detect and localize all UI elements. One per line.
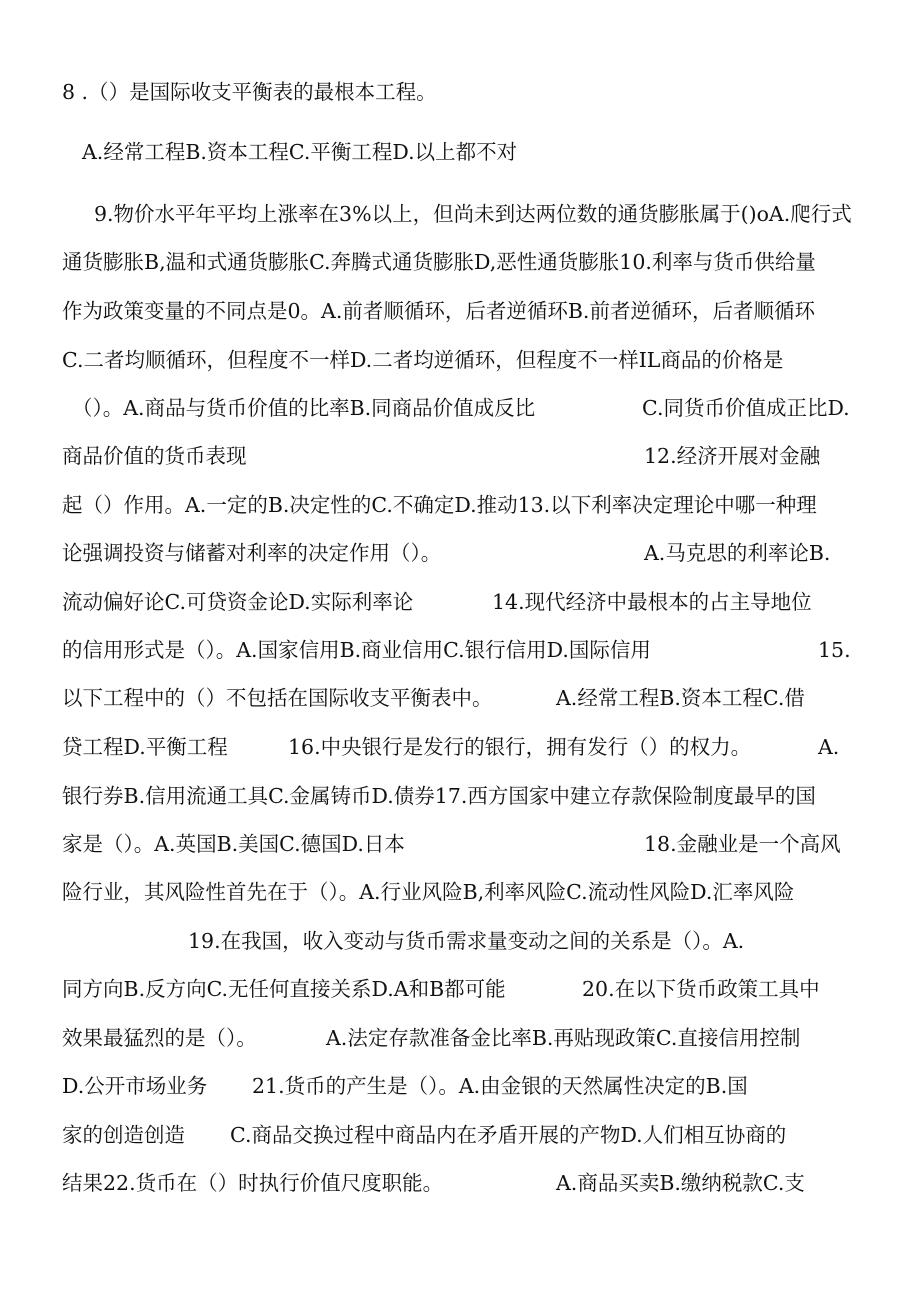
question-22-stem: 结果22.货币在（）时执行价值尺度职能。: [62, 1171, 444, 1195]
question-21-stem: 21.货币的产生是（）。A.由金银的天然属性决定的B.国: [252, 1074, 748, 1098]
question-13-option-a: A.马克思的利率论B.: [644, 541, 831, 565]
question-15-options: A.经常工程B.资本工程C.借: [556, 686, 805, 710]
question-16-stem: 16.中央银行是发行的银行，拥有发行（）的权力。: [288, 735, 752, 759]
question-19-stem: 19.在我国，收入变动与货币需求量变动之间的关系是（）。A.: [188, 929, 745, 953]
question-15-options-end: 贷工程D.平衡工程: [62, 735, 228, 759]
text-line: [62, 388, 880, 428]
question-8-options: A.经常工程B.资本工程C.平衡工程D.以上都不对: [82, 140, 518, 164]
question-11-option-d: 商品价值的货币表现: [62, 444, 247, 468]
question-14-options: 的信用形式是（）。A.国家信用B.商业信用C.银行信用D.国际信用: [62, 638, 651, 662]
question-13-stem: 论强调投资与储蓄对利率的决定作用（）。: [62, 541, 442, 565]
text-line: [62, 776, 880, 816]
text-line: [62, 436, 880, 476]
text-line: [62, 921, 880, 961]
question-18-stem: 18.金融业是一个高风: [644, 832, 841, 856]
question-15-number: 15.: [818, 638, 851, 662]
question-20-stem-b: 效果最猛烈的是（）。: [62, 1026, 257, 1050]
question-22-options: A.商品买卖B.缴纳税款C.支: [556, 1171, 805, 1195]
question-15-stem: 以下工程中的（）不包括在国际收支平衡表中。: [62, 686, 493, 710]
text-line: [62, 678, 880, 718]
question-9-text: 9.物价水平年平均上涨率在3%以上，但尚未到达两位数的通货膨胀属于()oA.爬行式: [94, 202, 852, 226]
text-line: [62, 1115, 880, 1155]
text-line: [62, 1018, 880, 1058]
question-21-options: C.商品交换过程中商品内在矛盾开展的产物D.人们相互协商的: [230, 1123, 787, 1147]
question-20-options: A.法定存款准备金比率B.再贴现政策C.直接信用控制: [326, 1026, 801, 1050]
text-line: [62, 1163, 880, 1203]
question-13-options: 流动偏好论C.可贷资金论D.实际利率论: [62, 590, 414, 614]
text-line: [62, 533, 880, 573]
question-14-stem: 14.现代经济中最根本的占主导地位: [492, 590, 812, 614]
question-18-options: 险行业，其风险性首先在于（）。A.行业风险B,利率风险C.流动性风险D.汇率风险: [62, 880, 795, 904]
text-line: [62, 630, 880, 670]
question-16-option-a: A.: [818, 735, 840, 759]
question-10-11-text: C.二者均顺循环，但程度不一样D.二者均逆循环，但程度不一样IL商品的价格是: [62, 348, 784, 372]
text-line: [62, 872, 880, 912]
text-line: [62, 969, 880, 1009]
text-line: [62, 824, 880, 864]
question-19-options: 同方向B.反方向C.无任何直接关系D.A和B都可能: [62, 977, 506, 1001]
question-9-10-text: 通货膨胀B,温和式通货膨胀C.奔腾式通货膨胀D,恶性通货膨胀10.利率与货币供给量: [62, 250, 816, 274]
question-17-options: 家是（）。A.英国B.美国C.德国D.日本: [62, 832, 405, 856]
text-line: [62, 1066, 880, 1106]
question-12-13-text: 起（）作用。A.一定的B.决定性的C.不确定D.推动13.以下利率决定理论中哪一种理: [62, 493, 817, 517]
question-20-option-d: D.公开市场业务: [62, 1074, 208, 1098]
question-20-stem-a: 20.在以下货币政策工具中: [582, 977, 820, 1001]
question-12-stem: 12.经济开展对金融: [644, 444, 821, 468]
text-line: [62, 242, 880, 282]
text-line: [62, 485, 880, 525]
question-11-options-a: （）。A.商品与货币价值的比率B.同商品价值成反比: [72, 396, 536, 420]
question-8-stem: 8 .（）是国际收支平衡表的最根本工程。: [62, 80, 437, 104]
question-10-text: 作为政策变量的不同点是0。A.前者顺循环，后者逆循环B.前者逆循环，后者顺循环: [62, 299, 815, 323]
text-line: [62, 72, 880, 112]
text-line: [62, 340, 880, 380]
question-21-option-b-end: 家的创造创造: [62, 1123, 185, 1147]
text-line: [62, 291, 880, 331]
text-line: [62, 727, 880, 767]
text-line: [62, 194, 880, 234]
question-11-options-b: C.同货币价值成正比D.: [642, 396, 850, 420]
text-line: [62, 132, 880, 172]
question-16-17-text: 银行券B.信用流通工具C.金属铸币D.债券17.西方国家中建立存款保险制度最早的国: [62, 784, 816, 808]
text-line: [62, 582, 880, 622]
